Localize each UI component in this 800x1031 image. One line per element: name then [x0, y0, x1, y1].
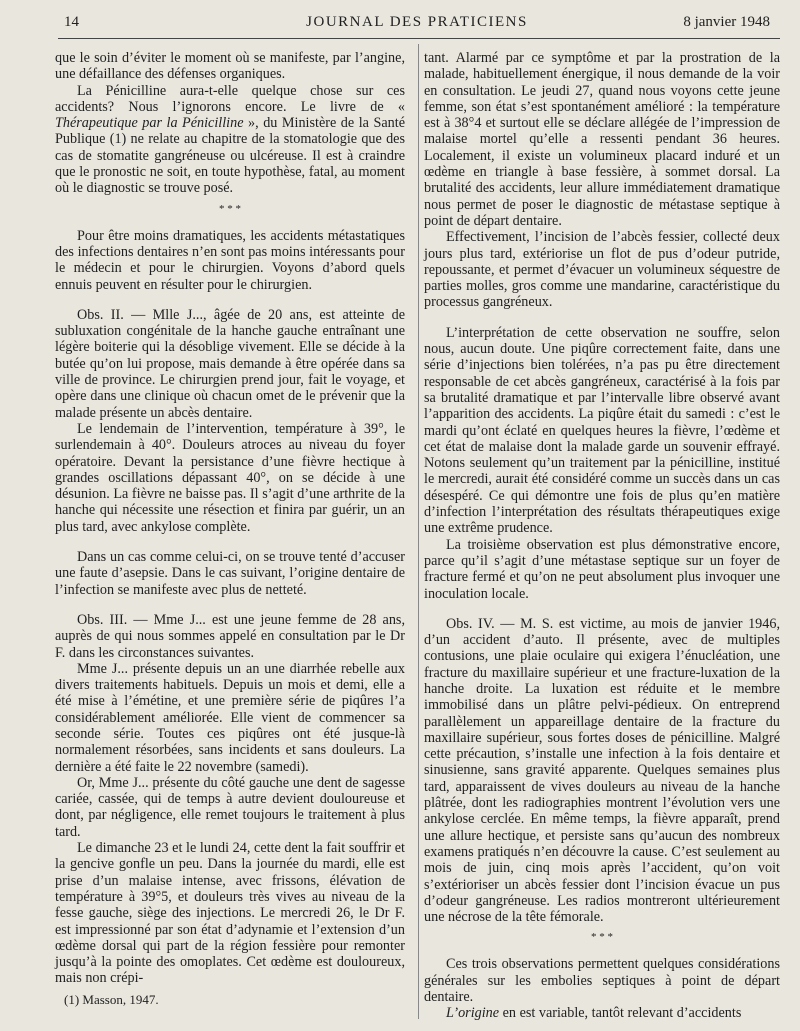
header-rule [58, 38, 780, 39]
left-column [55, 50, 405, 987]
right-column [424, 50, 780, 1022]
paragraph: Dans un cas comme celui-ci, on se trouve tenté d’accuser une faute d’asepsie. Dans le cas suivant, l’origine dentaire de l’infection se manifeste avec plus de netteté. [55, 549, 405, 598]
paragraph: L’interprétation de cette observation ne souffre, selon nous, aucun doute. Une piqûre correctement faite, dans une série d’injections bien tolérées, n’a pas pu être directement responsable de cet abcès gangréneux, caractérisé à la fois par sa brutalité dramatique et par l’intervalle libre observé avant l’apparition des accidents. La piqûre était du samedi : c’est le mardi qu’ont éclaté en quelques heures la fièvre, l’œdème et cet état de malaise dont la malade garde un souvenir effrayé. Notons seulement qu’un traitement par la pénicilline, institué le mercredi, aurait été considéré comme un succès dans un cas désespéré. Ce qui démontre une fois de plus qu’en matière d’infection l’interprétation des résultats thérapeutiques exige une extrême prudence. [424, 324, 780, 537]
paragraph: que le soin d’éviter le moment où se manifeste, par l’angine, une défaillance des défenses organiques. [55, 50, 405, 83]
paragraph: Or, Mme J... présente du côté gauche une dent de sagesse cariée, cassée, qui de temps à autre devient douloureuse et dont, par négligence, elle remet toujours le traitement à plus tard. [55, 774, 405, 840]
paragraph: L’origine en est variable, tantôt relevant d’accidents [446, 1005, 742, 1022]
journal-title: JOURNAL DES PRATICIENS [306, 14, 528, 30]
paragraph-obs-3: Obs. III. — Mme J... est une jeune femme de 28 ans, auprès de qui nous sommes appelé en consultation par le Dr F. dans les circonstances suivantes. [55, 611, 405, 661]
paragraph: Mme J... présente depuis un an une diarrhée rebelle aux divers traitements habituels. Depuis un mois et demi, elle a été mise à l’émétine, et une première série de piqûres l’a considérablement améliorée. Elle vient de commencer sa seconde série. Toutes ces piqûres ont été jusque-là normalement résorbées, sans incidents et sans douleurs. La dernière a été faite le 22 novembre (samedi). [55, 660, 405, 775]
section-separator: * * * [219, 202, 241, 215]
paragraph: La Pénicilline aura-t-elle quelque chose sur ces accidents? Nous l’ignorons encore. Le livre de « Thérapeutique par la Pénicilline », du Ministère de la Santé Publique (1) ne relate au chapitre de la stomatologie que des cas de stomatite gangréneuse ou ulcéreuse. Il est à craindre que le pronostic ne soit, en toute hypothèse, fatal, au moment où le diagnostic se trouve posé. [55, 82, 405, 197]
paragraph: Effectivement, l’incision de l’abcès fessier, collecté deux jours plus tard, extériorise un flot de pus d’odeur putride, repoussante, et permet d’évacuer un volumineux séquestre de parties molles, gros comme une mandarine, caractéristique du processus gangréneux. [424, 229, 780, 311]
section-separator: * * * [591, 931, 613, 944]
running-header [64, 14, 770, 36]
paragraph: Le lendemain de l’intervention, température à 39°, le surlendemain à 40°. Douleurs atroces au niveau du foyer opératoire. Devant la persistance d’une fièvre hectique à grandes oscillations dépassant 40°, on se décide à une désunion. La fièvre ne baisse pas. Il s’agit d’une arthrite de la hanche qui nécessite une résection et finira par guérir, un an plus tard, avec ankylose complète. [55, 420, 405, 535]
emphasis: L’origine [446, 1005, 500, 1022]
paragraph: Pour être moins dramatiques, les accidents métastatiques des infections dentaires n’en sont pas moins intéressants pour le médecin et pour le chirurgien. Voyons d’abord quels ennuis peuvent en résulter pour le chirurgien. [55, 227, 405, 293]
paragraph-obs-4: Obs. IV. — M. S. est victime, au mois de janvier 1946, d’un accident d’auto. Il présente, avec de multiples contusions, une plaie oculaire qui exigera l’énucléation, une fracture du maxillaire supérieur et une fracture-luxation de la hanche droite. La luxation est réduite et le membre immobilisé dans un plâtre pelvi-pédieux. On entreprend parallèlement un appareillage dentaire de la fracture du maxillaire supérieur, sous fortes doses de pénicilline. Malgré cette précaution, s’installe une infection à la fois dentaire et sinusienne, sans gravité apparente. Quelques semaines plus tard, apparaissent de vives douleurs au niveau de la hanche plâtrée, dont les radiographies montrent l’évolution vers une ankylose cerclée. En même temps, la fièvre apparaît, prend une allure hectique, et persiste sans qu’aucun des nombreux examens pratiqués n’en découvre la cause. C’est seulement au mois de juin, cinq mois après l’accident, qu’on voit s’extérioriser un abcès fessier dont l’incision évacue un pus d’odeur gangréneuse. Les radios montreront ultérieurement une nécrose de la tête fémorale. [424, 615, 780, 926]
paragraph: Ces trois observations permettent quelques considérations générales sur les embolies septiques à point de départ dentaire. [424, 956, 780, 1006]
paragraph-obs-2: Obs. II. — Mlle J..., âgée de 20 ans, est atteinte de subluxation congénitale de la hanche gauche entraînant une légère boiterie qui la désoblige vivement. Elle se décide à la butée qu’on lui propose, mais demande à être opérée dans sa ville de province. Le chirurgien prend jour, fait le voyage, et opère dans une clinique où chacun omet de le prévenir que la malade présente un abcès dentaire. [55, 306, 405, 421]
paragraph: La troisième observation est plus démonstrative encore, parce qu’il s’agit d’une métastase septique sur un foyer de fracture fermé et qu’on ne peut absolument plus invoquer une inoculation locale. [424, 536, 780, 602]
footnote: (1) Masson, 1947. [64, 992, 159, 1007]
book-title: Thérapeutique par la Pénicilline [55, 115, 244, 132]
paragraph: tant. Alarmé par ce symptôme et par la prostration de la malade, habituellement énergique, il nous demande de la voir en consultation. Le jeudi 27, quand nous voyons cette jeune femme, son état s’est spontanément amélioré : la température est à 38°4 et surtout elle se déclare allégée de l’impression de malaise mortel qu’elle a ressenti pendant 36 heures. Localement, il existe un volumineux placard induré et un œdème en triangle à base fessière, à sommet dorsal. La brutalité des accidents, leur allure immédiatement dramatique nous permet de poser le diagnostic de métastase septique à point de départ dentaire. [424, 50, 780, 229]
page-number: 14 [64, 14, 79, 30]
issue-date: 8 janvier 1948 [683, 14, 770, 30]
paragraph: Le dimanche 23 et le lundi 24, cette dent la fait souffrir et la gencive gonfle un peu. Dans la journée du mardi, elle est prise d’un malaise intense, avec frissons, élévation de température à 39°5, et douleurs très vives au niveau de la fesse gauche, siège des injections. Le mercredi 26, le Dr F. est impressionné par son état d’adynamie et l’extension d’un œdème dorsal qui part de la région fessière pour remonter jusqu’à la pointe des omoplates. Cet œdème est douloureux, mais non crépi- [55, 840, 405, 987]
column-divider [418, 44, 419, 1019]
